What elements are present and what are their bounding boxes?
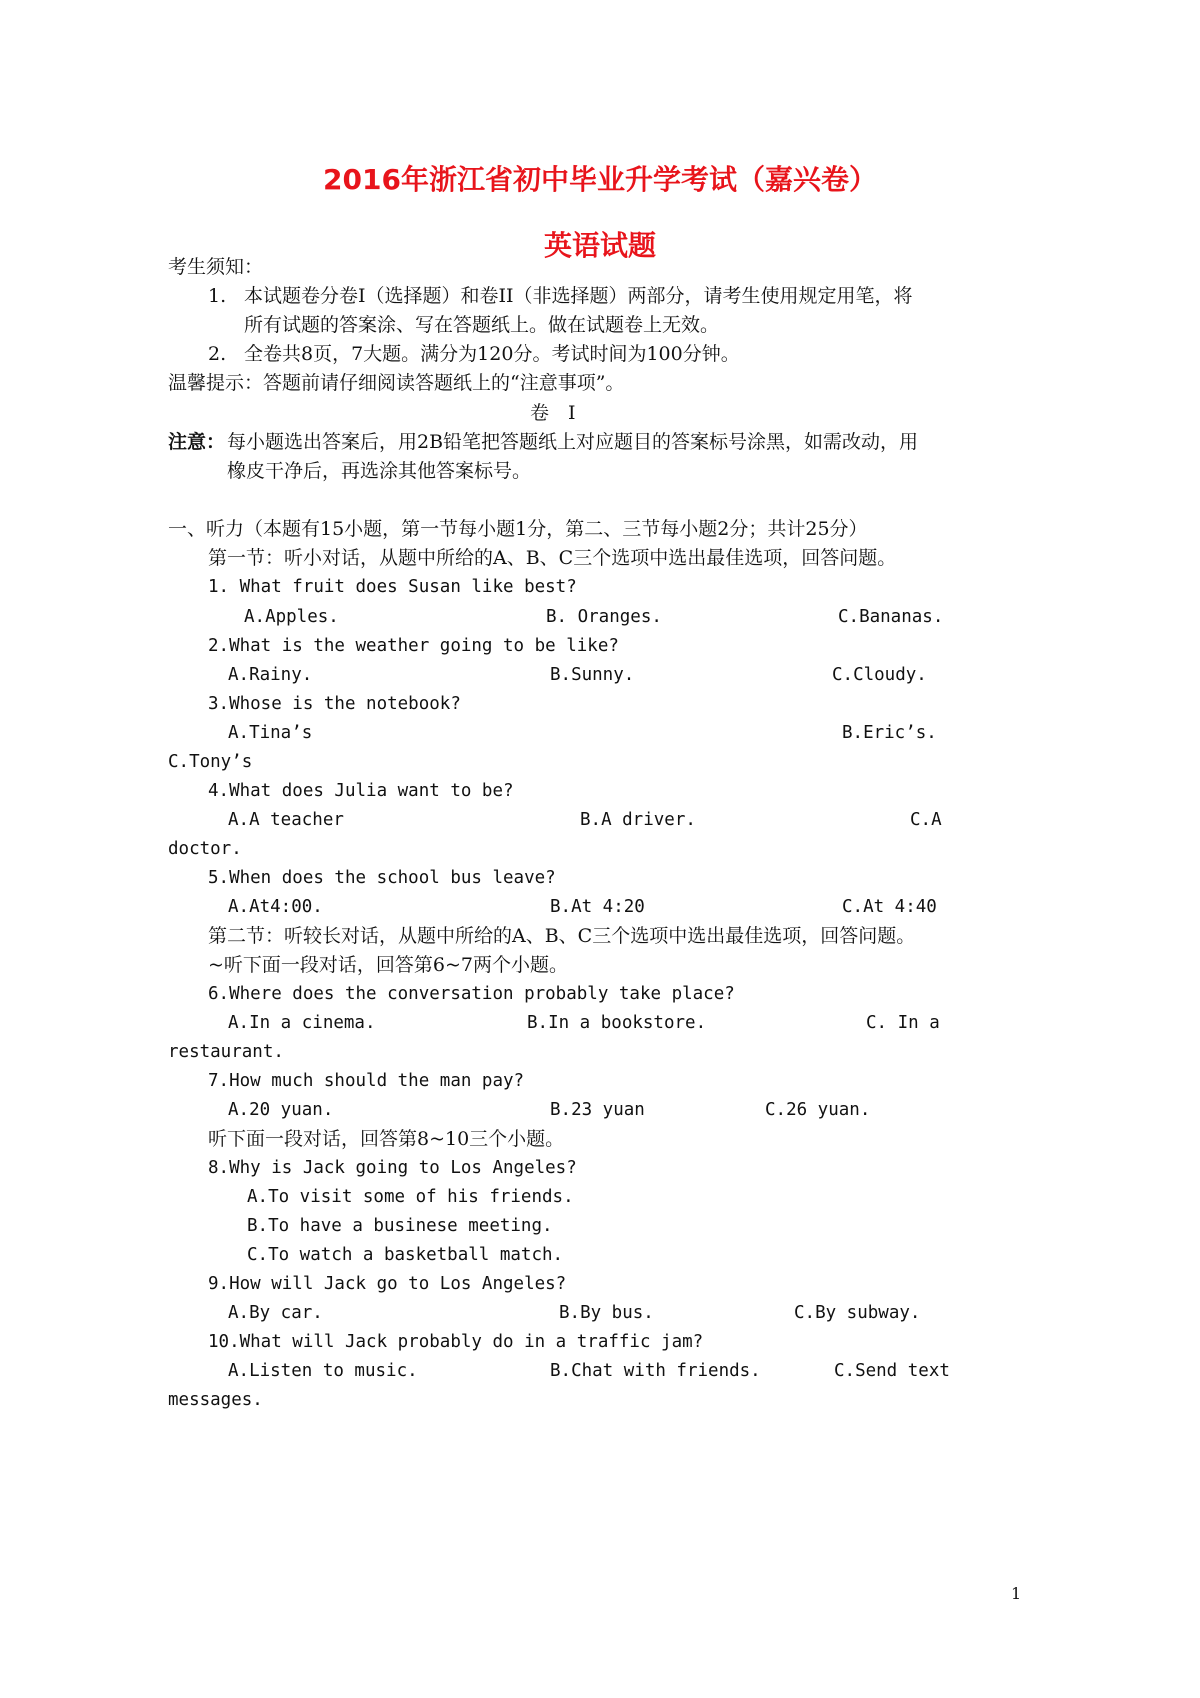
note-line1: 每小题选出答案后，用2B铅笔把答题纸上对应题目的答案标号涂黑，如需改动，用 (227, 431, 919, 453)
notice-item1-line2: 所有试题的答案涂、写在答题纸上。做在试题卷上无效。 (244, 314, 720, 336)
volume-label: 卷 Ⅰ (530, 402, 576, 424)
note-line2: 橡皮干净后，再选涂其他答案标号。 (227, 460, 532, 482)
question-7-option-a: A.20 yuan. (228, 1100, 334, 1120)
exam-title: 2016年浙江省初中毕业升学考试（嘉兴卷） (323, 163, 877, 196)
question-4-option-a: A.A teacher (228, 810, 344, 830)
notice-item1-number: 1. (208, 285, 227, 307)
question-9-option-a: A.By car. (228, 1303, 323, 1323)
question-4-option-c-continued: doctor. (168, 839, 242, 859)
question-1-option-b: B. Oranges. (546, 607, 662, 627)
question-6-option-a: A.In a cinema. (228, 1013, 376, 1033)
notice-item2-number: 2. (208, 343, 227, 365)
question-9-option-c: C.By subway. (794, 1303, 921, 1323)
question-6-option-c: C. In a (866, 1013, 940, 1033)
question-6-option-c-continued: restaurant. (168, 1042, 284, 1062)
note-label: 注意： (168, 431, 226, 453)
question-9-stem: 9.How will Jack go to Los Angeles? (208, 1274, 567, 1294)
intro-questions-6-7: ~听下面一段对话，回答第6~7两个小题。 (208, 954, 569, 976)
question-5-option-a: A.At4:00. (228, 897, 323, 917)
page-number: 1 (1011, 1584, 1022, 1603)
question-6-stem: 6.Where does the conversation probably take place? (208, 984, 735, 1004)
question-10-option-c: C.Send text (834, 1361, 950, 1381)
question-3-stem: 3.Whose is the notebook? (208, 694, 461, 714)
question-1-option-a: A.Apples. (244, 607, 339, 627)
notice-item1-line1: 本试题卷分卷Ⅰ（选择题）和卷II（非选择题）两部分，请考生使用规定用笔，将 (244, 285, 913, 307)
question-4-option-c: C.A (910, 810, 942, 830)
question-3-option-c: C.Tony’s (168, 752, 253, 772)
question-1-stem: 1. What fruit does Susan like best? (208, 577, 577, 597)
question-5-stem: 5.When does the school bus leave? (208, 868, 556, 888)
question-10-stem: 10.What will Jack probably do in a traffic jam? (208, 1332, 704, 1352)
question-10-option-a: A.Listen to music. (228, 1361, 418, 1381)
tip-line: 温馨提示：答题前请仔细阅读答题纸上的“注意事项”。 (168, 372, 625, 394)
question-7-stem: 7.How much should the man pay? (208, 1071, 525, 1091)
question-7-option-b: B.23 yuan (550, 1100, 645, 1120)
intro-questions-8-10: 听下面一段对话，回答第8~10三个小题。 (208, 1128, 565, 1150)
question-2-option-a: A.Rainy. (228, 665, 313, 685)
notice-heading: 考生须知： (168, 256, 264, 278)
question-6-option-b: B.In a bookstore. (527, 1013, 707, 1033)
question-4-option-b: B.A driver. (580, 810, 696, 830)
question-8-stem: 8.Why is Jack going to Los Angeles? (208, 1158, 577, 1178)
listening-heading: 一、听力（本题有15小题，第一节每小题1分，第二、三节每小题2分；共计25分） (168, 518, 868, 540)
question-5-option-b: B.At 4:20 (550, 897, 645, 917)
question-7-option-c: C.26 yuan. (765, 1100, 871, 1120)
question-5-option-c: C.At 4:40 (842, 897, 937, 917)
question-2-option-b: B.Sunny. (550, 665, 635, 685)
notice-item2-text: 全卷共8页，7大题。满分为120分。考试时间为100分钟。 (244, 343, 740, 365)
question-8-option-a: A.To visit some of his friends. (247, 1187, 574, 1207)
question-9-option-b: B.By bus. (559, 1303, 654, 1323)
question-2-stem: 2.What is the weather going to be like? (208, 636, 619, 656)
question-8-option-b: B.To have a businese meeting. (247, 1216, 553, 1236)
question-10-option-b: B.Chat with friends. (550, 1361, 761, 1381)
question-1-option-c: C.Bananas. (838, 607, 944, 627)
question-10-option-c-continued: messages. (168, 1390, 263, 1410)
question-3-option-b: B.Eric’s. (842, 723, 937, 743)
question-4-stem: 4.What does Julia want to be? (208, 781, 514, 801)
question-3-option-a: A.Tina’s (228, 723, 313, 743)
exam-subtitle: 英语试题 (543, 229, 656, 262)
question-8-option-c: C.To watch a basketball match. (247, 1245, 564, 1265)
section1-heading: 第一节：听小对话，从题中所给的A、B、C三个选项中选出最佳选项，回答问题。 (208, 547, 897, 569)
question-2-option-c: C.Cloudy. (832, 665, 927, 685)
section2-heading: 第二节：听较长对话，从题中所给的A、B、C三个选项中选出最佳选项，回答问题。 (208, 925, 916, 947)
